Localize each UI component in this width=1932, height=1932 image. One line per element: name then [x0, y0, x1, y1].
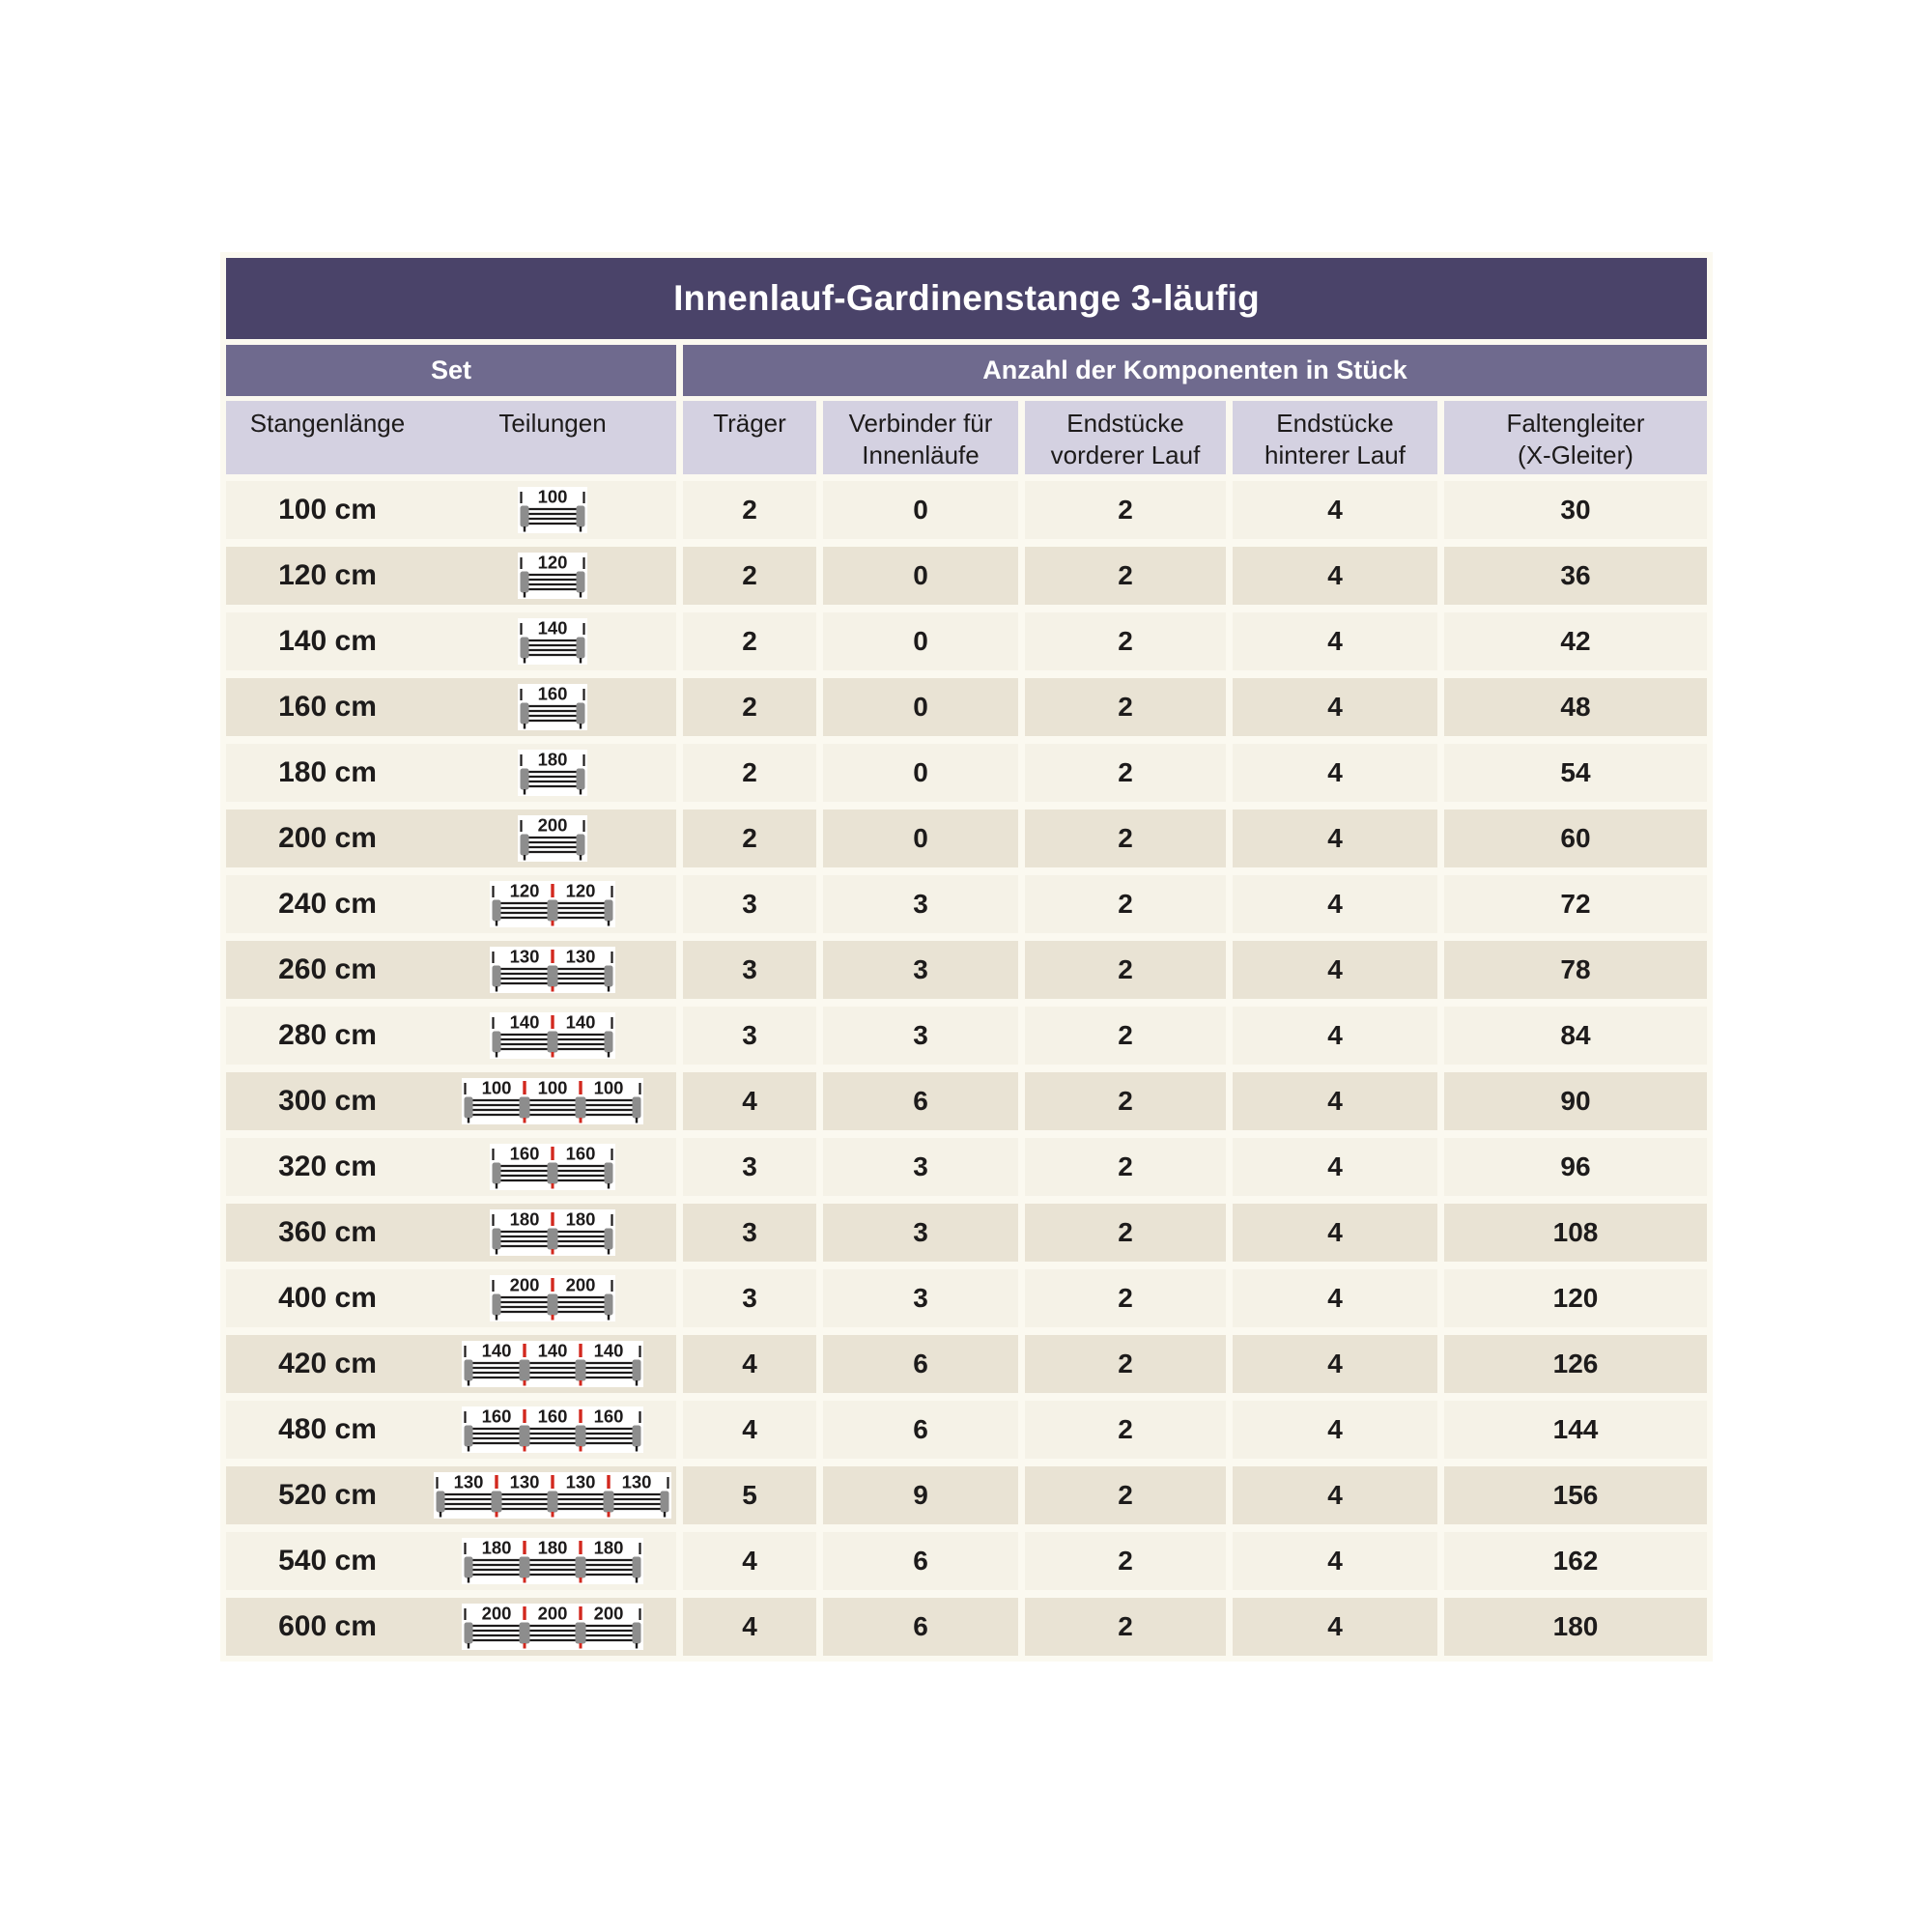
rod-segments-icon [429, 487, 676, 533]
table-row [226, 1598, 1707, 1656]
traeger-value: 2 [683, 744, 816, 802]
svg-text:120: 120 [509, 881, 540, 901]
rod-segments-icon [429, 1078, 676, 1124]
rod-segments-icon [429, 1209, 676, 1256]
curtain-rod-spec-table [220, 252, 1713, 1662]
endstuecke-hinterer-value: 4 [1233, 1335, 1437, 1393]
rod-segments-icon [429, 1012, 676, 1059]
table-row [226, 875, 1707, 933]
traeger-value: 3 [683, 1007, 816, 1065]
stangenlaenge-value: 520 cm [278, 1479, 377, 1511]
faltengleiter-value: 156 [1444, 1466, 1707, 1524]
group-header-components: Anzahl der Komponenten in Stück [683, 345, 1707, 396]
faltengleiter-value: 36 [1444, 547, 1707, 605]
stangenlaenge-value: 300 cm [278, 1085, 377, 1117]
faltengleiter-value: 42 [1444, 612, 1707, 670]
svg-text:100: 100 [593, 1078, 624, 1098]
traeger-value: 4 [683, 1335, 816, 1393]
verbinder-value: 6 [823, 1598, 1018, 1656]
stangenlaenge-value: 540 cm [278, 1545, 377, 1577]
endstuecke-vorderer-value: 2 [1025, 612, 1226, 670]
table-row [226, 1401, 1707, 1459]
faltengleiter-value: 60 [1444, 810, 1707, 867]
endstuecke-vorderer-value: 2 [1025, 1532, 1226, 1590]
rod-segments-icon [429, 1538, 676, 1584]
set-cell [226, 481, 676, 539]
verbinder-value: 6 [823, 1532, 1018, 1590]
column-header-endstuecke-vorderer-lauf: Endstücke vorderer Lauf [1025, 401, 1226, 474]
svg-text:140: 140 [537, 618, 568, 639]
verbinder-value: 3 [823, 875, 1018, 933]
endstuecke-hinterer-value: 4 [1233, 1204, 1437, 1262]
faltengleiter-value: 84 [1444, 1007, 1707, 1065]
rod-segments-icon [429, 1472, 676, 1519]
svg-text:180: 180 [537, 1538, 568, 1558]
verbinder-value: 0 [823, 547, 1018, 605]
set-cell [226, 1466, 676, 1524]
verbinder-value: 3 [823, 1007, 1018, 1065]
faltengleiter-value: 72 [1444, 875, 1707, 933]
endstuecke-vorderer-value: 2 [1025, 1401, 1226, 1459]
faltengleiter-value: 162 [1444, 1532, 1707, 1590]
traeger-value: 2 [683, 481, 816, 539]
rod-segments-icon [429, 815, 676, 862]
svg-text:100: 100 [481, 1078, 512, 1098]
svg-text:120: 120 [565, 881, 596, 901]
endstuecke-vorderer-value: 2 [1025, 1269, 1226, 1327]
rod-segments-icon [429, 618, 676, 665]
svg-text:140: 140 [537, 1341, 568, 1361]
table-row [226, 481, 1707, 539]
svg-text:130: 130 [509, 947, 540, 967]
faltengleiter-value: 108 [1444, 1204, 1707, 1262]
endstuecke-vorderer-value: 2 [1025, 1598, 1226, 1656]
table-row [226, 941, 1707, 999]
column-header-verbinder: Verbinder für Innenläufe [823, 401, 1018, 474]
column-header-traeger: Träger [683, 401, 816, 474]
traeger-value: 3 [683, 1269, 816, 1327]
traeger-value: 2 [683, 810, 816, 867]
faltengleiter-value: 126 [1444, 1335, 1707, 1393]
table-row [226, 810, 1707, 867]
faltengleiter-value: 120 [1444, 1269, 1707, 1327]
svg-text:200: 200 [565, 1275, 596, 1295]
group-header-set: Set [226, 345, 676, 396]
set-cell [226, 612, 676, 670]
traeger-value: 4 [683, 1401, 816, 1459]
verbinder-value: 0 [823, 481, 1018, 539]
svg-text:130: 130 [453, 1472, 484, 1492]
verbinder-value: 6 [823, 1072, 1018, 1130]
column-header-endstuecke-hinterer-lauf: Endstücke hinterer Lauf [1233, 401, 1437, 474]
svg-text:100: 100 [537, 1078, 568, 1098]
table-row [226, 1269, 1707, 1327]
faltengleiter-value: 48 [1444, 678, 1707, 736]
set-cell [226, 1401, 676, 1459]
rod-segments-icon [429, 1275, 676, 1321]
endstuecke-vorderer-value: 2 [1025, 1335, 1226, 1393]
endstuecke-vorderer-value: 2 [1025, 1204, 1226, 1262]
endstuecke-hinterer-value: 4 [1233, 1466, 1437, 1524]
traeger-value: 3 [683, 1138, 816, 1196]
svg-text:200: 200 [593, 1604, 624, 1624]
endstuecke-hinterer-value: 4 [1233, 1401, 1437, 1459]
column-header-teilungen: Teilungen [498, 409, 607, 438]
faltengleiter-value: 78 [1444, 941, 1707, 999]
svg-text:160: 160 [509, 1144, 540, 1164]
svg-text:160: 160 [565, 1144, 596, 1164]
svg-text:180: 180 [481, 1538, 512, 1558]
endstuecke-hinterer-value: 4 [1233, 941, 1437, 999]
stangenlaenge-value: 240 cm [278, 888, 377, 920]
endstuecke-vorderer-value: 2 [1025, 481, 1226, 539]
svg-text:180: 180 [565, 1209, 596, 1230]
stangenlaenge-value: 160 cm [278, 691, 377, 723]
table-title: Innenlauf-Gardinenstange 3-läufig [226, 258, 1707, 339]
svg-text:180: 180 [593, 1538, 624, 1558]
endstuecke-hinterer-value: 4 [1233, 1532, 1437, 1590]
verbinder-value: 0 [823, 810, 1018, 867]
traeger-value: 4 [683, 1532, 816, 1590]
verbinder-value: 0 [823, 744, 1018, 802]
svg-text:160: 160 [537, 1406, 568, 1427]
table-row [226, 1007, 1707, 1065]
svg-text:160: 160 [593, 1406, 624, 1427]
column-header-faltengleiter: Faltengleiter (X-Gleiter) [1444, 401, 1707, 474]
group-header-row [226, 345, 1707, 396]
traeger-value: 5 [683, 1466, 816, 1524]
column-header-row [226, 401, 1707, 474]
svg-text:180: 180 [509, 1209, 540, 1230]
endstuecke-hinterer-value: 4 [1233, 1072, 1437, 1130]
faltengleiter-value: 180 [1444, 1598, 1707, 1656]
endstuecke-hinterer-value: 4 [1233, 612, 1437, 670]
rod-segments-icon [429, 1604, 676, 1650]
verbinder-value: 0 [823, 678, 1018, 736]
traeger-value: 3 [683, 941, 816, 999]
verbinder-value: 3 [823, 941, 1018, 999]
stangenlaenge-value: 400 cm [278, 1282, 377, 1314]
stangenlaenge-value: 200 cm [278, 822, 377, 854]
endstuecke-hinterer-value: 4 [1233, 1007, 1437, 1065]
traeger-value: 2 [683, 547, 816, 605]
stangenlaenge-value: 600 cm [278, 1610, 377, 1642]
verbinder-value: 6 [823, 1335, 1018, 1393]
table-row [226, 1204, 1707, 1262]
endstuecke-hinterer-value: 4 [1233, 481, 1437, 539]
faltengleiter-value: 90 [1444, 1072, 1707, 1130]
set-cell [226, 1598, 676, 1656]
stangenlaenge-value: 100 cm [278, 494, 377, 526]
rod-segments-icon [429, 1406, 676, 1453]
set-cell [226, 1072, 676, 1130]
svg-text:200: 200 [481, 1604, 512, 1624]
faltengleiter-value: 96 [1444, 1138, 1707, 1196]
endstuecke-vorderer-value: 2 [1025, 547, 1226, 605]
traeger-value: 4 [683, 1072, 816, 1130]
svg-text:200: 200 [537, 1604, 568, 1624]
table-body [226, 481, 1707, 1656]
set-cell [226, 875, 676, 933]
set-cell [226, 1269, 676, 1327]
endstuecke-hinterer-value: 4 [1233, 1269, 1437, 1327]
rod-segments-icon [429, 881, 676, 927]
faltengleiter-value: 54 [1444, 744, 1707, 802]
endstuecke-vorderer-value: 2 [1025, 1138, 1226, 1196]
set-cell [226, 1532, 676, 1590]
endstuecke-vorderer-value: 2 [1025, 1072, 1226, 1130]
traeger-value: 2 [683, 612, 816, 670]
faltengleiter-value: 144 [1444, 1401, 1707, 1459]
column-header-set [226, 401, 676, 474]
rod-segments-icon [429, 1341, 676, 1387]
traeger-value: 3 [683, 1204, 816, 1262]
table-row [226, 1138, 1707, 1196]
rod-segments-icon [429, 750, 676, 796]
endstuecke-vorderer-value: 2 [1025, 744, 1226, 802]
traeger-value: 2 [683, 678, 816, 736]
stangenlaenge-value: 120 cm [278, 559, 377, 591]
table-row [226, 1466, 1707, 1524]
endstuecke-hinterer-value: 4 [1233, 810, 1437, 867]
faltengleiter-value: 30 [1444, 481, 1707, 539]
set-cell [226, 1007, 676, 1065]
table-row [226, 1072, 1707, 1130]
stangenlaenge-value: 360 cm [278, 1216, 377, 1248]
stangenlaenge-value: 180 cm [278, 756, 377, 788]
svg-text:140: 140 [565, 1012, 596, 1033]
traeger-value: 3 [683, 875, 816, 933]
endstuecke-hinterer-value: 4 [1233, 1138, 1437, 1196]
svg-text:130: 130 [621, 1472, 652, 1492]
verbinder-value: 6 [823, 1401, 1018, 1459]
rod-segments-icon [429, 684, 676, 730]
endstuecke-hinterer-value: 4 [1233, 875, 1437, 933]
endstuecke-hinterer-value: 4 [1233, 744, 1437, 802]
table-row [226, 678, 1707, 736]
table-row [226, 1532, 1707, 1590]
svg-text:160: 160 [481, 1406, 512, 1427]
rod-segments-icon [429, 553, 676, 599]
svg-text:160: 160 [537, 684, 568, 704]
svg-text:100: 100 [537, 487, 568, 507]
stangenlaenge-value: 420 cm [278, 1348, 377, 1379]
endstuecke-vorderer-value: 2 [1025, 875, 1226, 933]
traeger-value: 4 [683, 1598, 816, 1656]
set-cell [226, 744, 676, 802]
table-row [226, 612, 1707, 670]
table-row [226, 547, 1707, 605]
endstuecke-vorderer-value: 2 [1025, 1007, 1226, 1065]
set-cell [226, 678, 676, 736]
verbinder-value: 0 [823, 612, 1018, 670]
stangenlaenge-value: 480 cm [278, 1413, 377, 1445]
svg-text:200: 200 [537, 815, 568, 836]
verbinder-value: 3 [823, 1204, 1018, 1262]
endstuecke-hinterer-value: 4 [1233, 547, 1437, 605]
verbinder-value: 9 [823, 1466, 1018, 1524]
set-cell [226, 547, 676, 605]
endstuecke-hinterer-value: 4 [1233, 678, 1437, 736]
table-row [226, 1335, 1707, 1393]
svg-text:200: 200 [509, 1275, 540, 1295]
svg-text:130: 130 [509, 1472, 540, 1492]
set-cell [226, 810, 676, 867]
svg-text:140: 140 [481, 1341, 512, 1361]
verbinder-value: 3 [823, 1138, 1018, 1196]
svg-text:120: 120 [537, 553, 568, 573]
table-row [226, 744, 1707, 802]
endstuecke-vorderer-value: 2 [1025, 941, 1226, 999]
set-cell [226, 1204, 676, 1262]
endstuecke-vorderer-value: 2 [1025, 678, 1226, 736]
svg-text:130: 130 [565, 1472, 596, 1492]
endstuecke-vorderer-value: 2 [1025, 810, 1226, 867]
svg-text:180: 180 [537, 750, 568, 770]
svg-text:140: 140 [509, 1012, 540, 1033]
verbinder-value: 3 [823, 1269, 1018, 1327]
stangenlaenge-value: 320 cm [278, 1151, 377, 1182]
svg-text:130: 130 [565, 947, 596, 967]
endstuecke-hinterer-value: 4 [1233, 1598, 1437, 1656]
stangenlaenge-value: 280 cm [278, 1019, 377, 1051]
set-cell [226, 1335, 676, 1393]
set-cell [226, 1138, 676, 1196]
rod-segments-icon [429, 1144, 676, 1190]
svg-text:140: 140 [593, 1341, 624, 1361]
stangenlaenge-value: 260 cm [278, 953, 377, 985]
set-cell [226, 941, 676, 999]
rod-segments-icon [429, 947, 676, 993]
column-header-stangenlaenge: Stangenlänge [249, 409, 406, 438]
stangenlaenge-value: 140 cm [278, 625, 377, 657]
endstuecke-vorderer-value: 2 [1025, 1466, 1226, 1524]
